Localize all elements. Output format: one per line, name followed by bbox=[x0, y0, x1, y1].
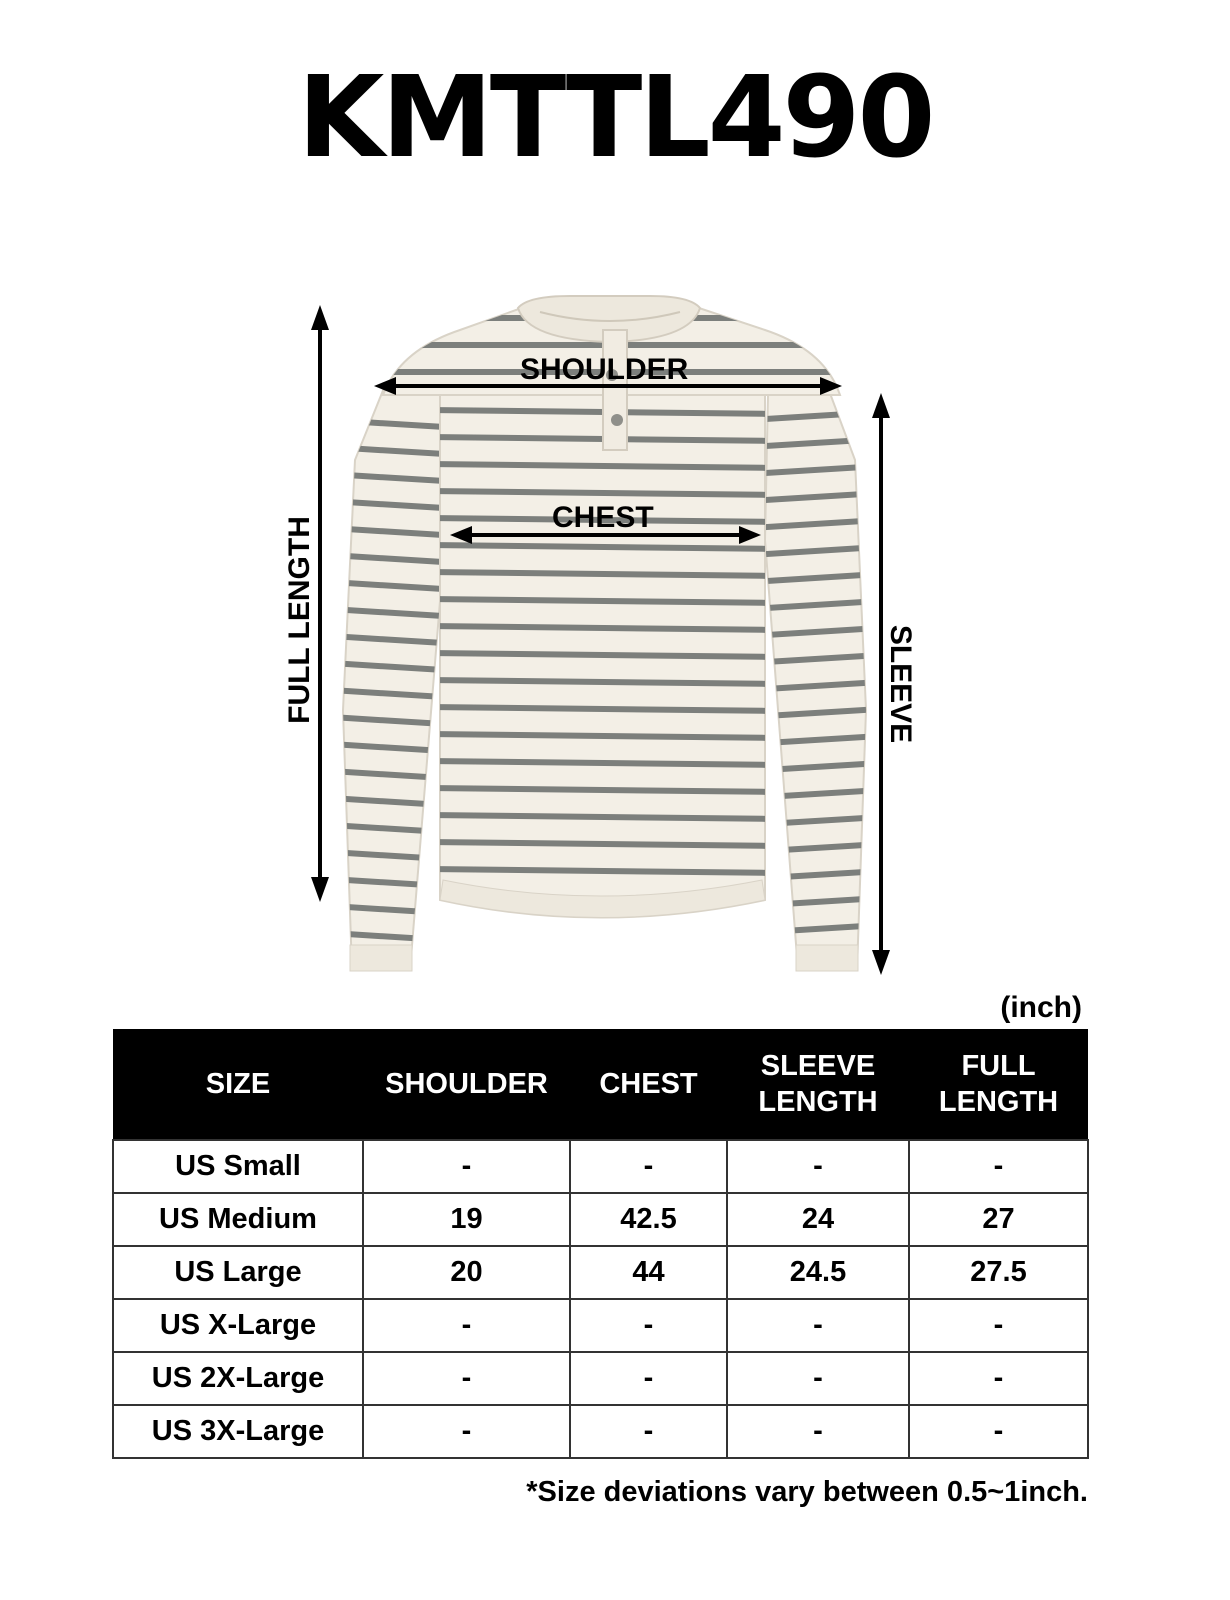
stripe bbox=[430, 842, 780, 846]
table-row bbox=[113, 1299, 1088, 1352]
length-cell: - bbox=[909, 1352, 1088, 1405]
chest-cell: 42.5 bbox=[570, 1193, 727, 1246]
product-code-title: KMTTL490 bbox=[297, 53, 933, 183]
sleeve-label: SLEEVE bbox=[884, 624, 917, 744]
table-row bbox=[113, 1140, 1088, 1193]
stripe bbox=[430, 626, 780, 630]
stripe bbox=[430, 599, 780, 603]
stripe bbox=[430, 869, 780, 873]
stripe bbox=[430, 761, 780, 765]
stripe bbox=[330, 933, 460, 941]
shoulder-cell: 19 bbox=[363, 1193, 570, 1246]
sleeve-cell: 24 bbox=[727, 1193, 909, 1246]
chest-label: CHEST bbox=[552, 501, 654, 534]
table-row bbox=[113, 1246, 1088, 1299]
table-row bbox=[113, 1193, 1088, 1246]
size-cell: US X-Large bbox=[113, 1299, 363, 1352]
chest-cell: - bbox=[570, 1352, 727, 1405]
size-deviation-note: *Size deviations vary between 0.5~1inch. bbox=[526, 1476, 1088, 1508]
size-cell: US Large bbox=[113, 1246, 363, 1299]
header-size: SIZE bbox=[113, 1029, 363, 1140]
shoulder-cell: - bbox=[363, 1299, 570, 1352]
stripe bbox=[430, 491, 780, 495]
stripe bbox=[430, 464, 780, 468]
size-cell: US 2X-Large bbox=[113, 1352, 363, 1405]
shoulder-cell: - bbox=[363, 1405, 570, 1458]
chest-cell: 44 bbox=[570, 1246, 727, 1299]
unit-label: (inch) bbox=[1000, 991, 1082, 1024]
sleeve-cell: - bbox=[727, 1405, 909, 1458]
stripe bbox=[750, 925, 880, 933]
header-full-length: FULL LENGTH bbox=[909, 1029, 1088, 1140]
chest-cell: - bbox=[570, 1405, 727, 1458]
sleeve-cell: - bbox=[727, 1352, 909, 1405]
length-cell: 27.5 bbox=[909, 1246, 1088, 1299]
button-icon bbox=[611, 414, 623, 426]
table-row bbox=[113, 1352, 1088, 1405]
sweater-body bbox=[430, 395, 780, 918]
shoulder-label: SHOULDER bbox=[520, 353, 689, 386]
size-cell: US Medium bbox=[113, 1193, 363, 1246]
sleeve-cell: - bbox=[727, 1299, 909, 1352]
stripe bbox=[430, 788, 780, 792]
header-sleeve-length: SLEEVE LENGTH bbox=[727, 1029, 909, 1140]
header-shoulder: SHOULDER bbox=[363, 1029, 570, 1140]
sleeve-cell: - bbox=[727, 1140, 909, 1193]
table-row bbox=[113, 1405, 1088, 1458]
length-cell: 27 bbox=[909, 1193, 1088, 1246]
stripe bbox=[750, 898, 880, 906]
shoulder-cell: - bbox=[363, 1352, 570, 1405]
size-cell: US 3X-Large bbox=[113, 1405, 363, 1458]
length-cell: - bbox=[909, 1299, 1088, 1352]
size-cell: US Small bbox=[113, 1140, 363, 1193]
length-cell: - bbox=[909, 1405, 1088, 1458]
stripe bbox=[430, 680, 780, 684]
chest-cell: - bbox=[570, 1299, 727, 1352]
shoulder-cell: 20 bbox=[363, 1246, 570, 1299]
stripe bbox=[430, 734, 780, 738]
stripe bbox=[430, 545, 780, 549]
shoulder-cell: - bbox=[363, 1140, 570, 1193]
stripe bbox=[430, 815, 780, 819]
full-length-label: FULL LENGTH bbox=[283, 516, 316, 724]
stripe bbox=[430, 707, 780, 711]
stripe bbox=[430, 572, 780, 576]
right-sleeve bbox=[750, 388, 880, 971]
size-chart-table bbox=[112, 1029, 1089, 1459]
stripe bbox=[430, 653, 780, 657]
header-chest: CHEST bbox=[570, 1029, 727, 1140]
sleeve-cell: 24.5 bbox=[727, 1246, 909, 1299]
length-cell: - bbox=[909, 1140, 1088, 1193]
table-header-row bbox=[113, 1029, 1088, 1140]
chest-cell: - bbox=[570, 1140, 727, 1193]
